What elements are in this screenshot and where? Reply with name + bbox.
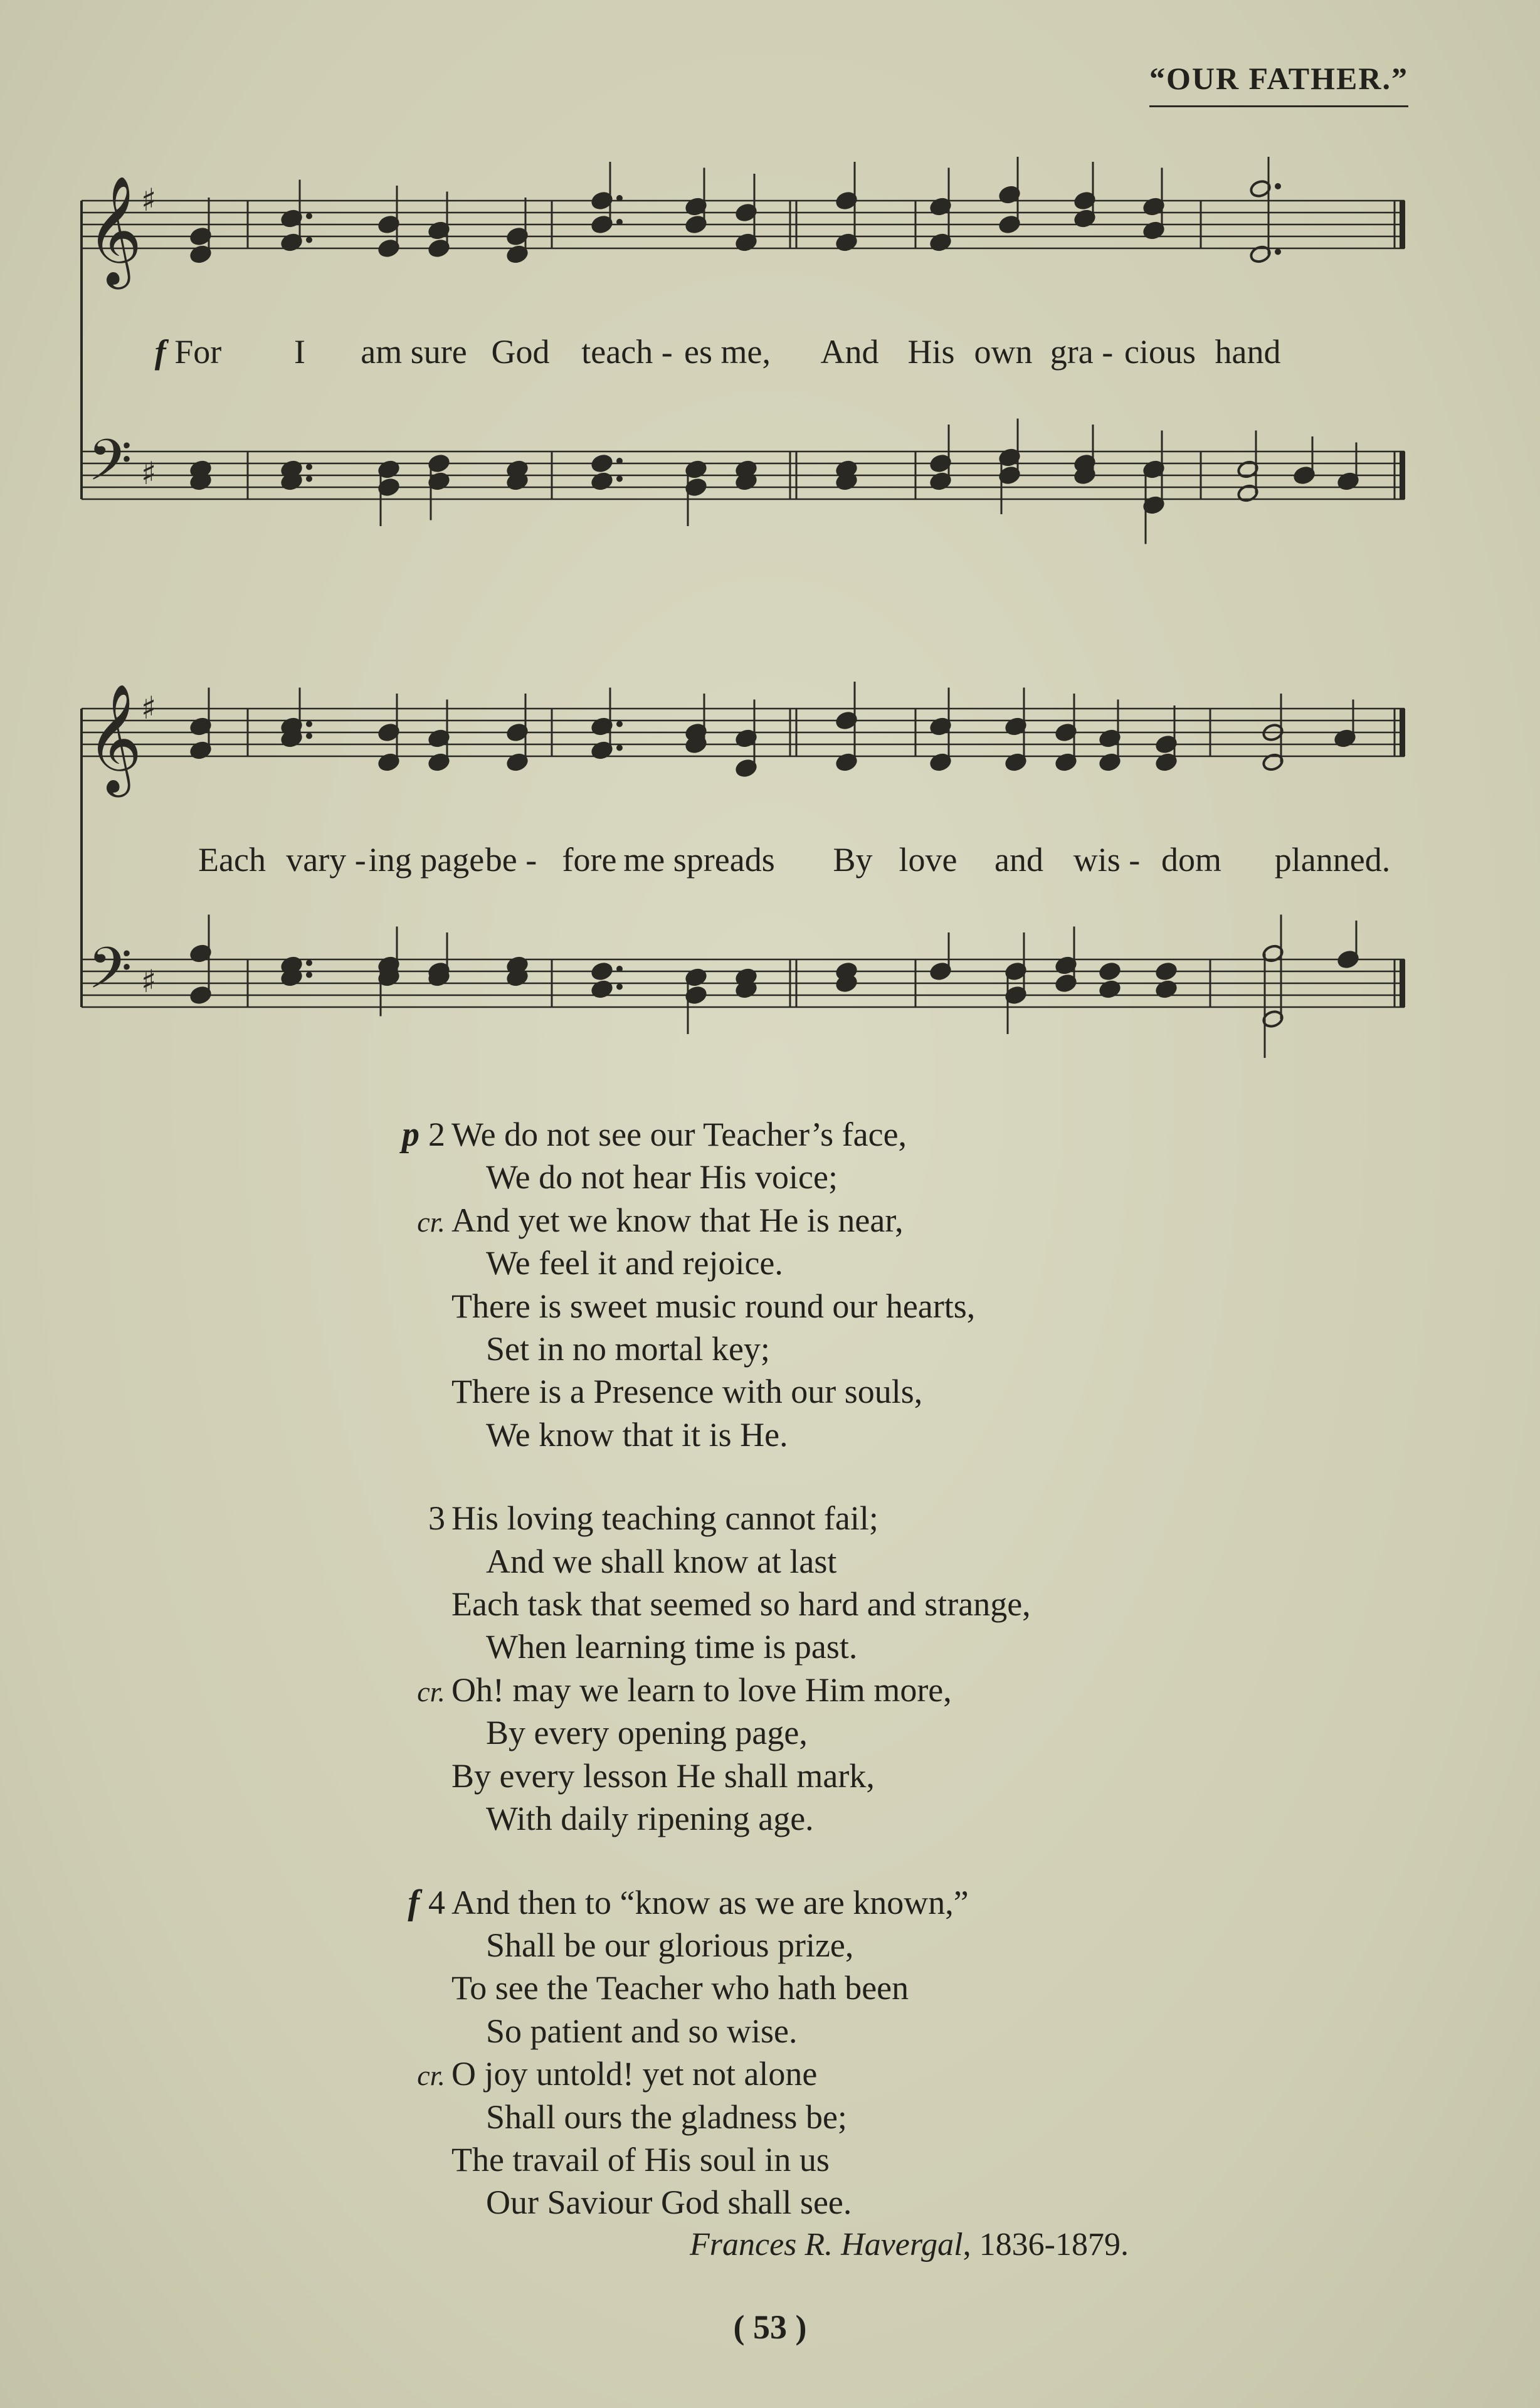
note-dot bbox=[616, 745, 623, 751]
bass-clef-icon: 𝄢 bbox=[88, 935, 132, 1015]
lyric-syllable bbox=[974, 332, 1033, 371]
lyric-syllable bbox=[1215, 332, 1281, 371]
music-notation-1 bbox=[0, 157, 1540, 633]
verse-mark bbox=[351, 1497, 445, 1539]
lyric-text: fore bbox=[562, 841, 617, 879]
verse-2 bbox=[351, 1113, 1292, 1456]
note-head bbox=[591, 962, 613, 981]
verse-line bbox=[351, 1755, 1292, 1797]
note-dot bbox=[616, 966, 623, 972]
note-head bbox=[1155, 962, 1178, 981]
verse-line-text: There is sweet music round our hearts, bbox=[451, 1287, 976, 1325]
verse-line-text: By every opening page, bbox=[486, 1714, 808, 1752]
verse-line-text: To see the Teacher who hath been bbox=[451, 1969, 909, 2007]
verse-line bbox=[351, 1413, 1292, 1456]
note-dot bbox=[1275, 249, 1281, 255]
verse-line bbox=[351, 1156, 1292, 1198]
note-dot bbox=[306, 464, 312, 470]
verse-line-text: When learning time is past. bbox=[486, 1628, 858, 1666]
lyric-text: be - bbox=[485, 841, 537, 879]
lyric-text: ing page bbox=[368, 841, 485, 879]
note-dot bbox=[616, 984, 623, 990]
verse-line bbox=[351, 1711, 1292, 1754]
verse-line-text: Oh! may we learn to love Him more, bbox=[451, 1671, 952, 1709]
lyric-syllable bbox=[492, 332, 550, 371]
final-barline bbox=[1400, 959, 1405, 1007]
lyric-syllable bbox=[485, 840, 537, 879]
verse-mark bbox=[351, 1669, 445, 1713]
note-dot bbox=[616, 195, 623, 201]
verse-line-text: O joy untold! yet not alone bbox=[451, 2055, 818, 2093]
lyric-syllable bbox=[1161, 840, 1221, 879]
verse-line bbox=[351, 1328, 1292, 1370]
verse-line bbox=[351, 1199, 1292, 1242]
lyric-text: Each bbox=[198, 841, 266, 879]
attribution bbox=[690, 2226, 1129, 2263]
lyric-text: For bbox=[174, 333, 222, 371]
verse-line bbox=[351, 1625, 1292, 1668]
lyric-syllable bbox=[198, 840, 266, 879]
lyric-text: am sure bbox=[361, 333, 467, 371]
verse-4 bbox=[351, 1881, 1292, 2224]
lyrics-line-2 bbox=[0, 840, 1540, 884]
verse-line-text: And then to “know as we are known,” bbox=[451, 1883, 969, 1921]
verse-line bbox=[351, 2096, 1292, 2138]
lyric-syllable bbox=[581, 332, 672, 371]
verse-line bbox=[351, 1370, 1292, 1413]
note-dot bbox=[306, 721, 312, 727]
lyric-syllable bbox=[833, 840, 872, 879]
lyric-text: wis - bbox=[1073, 841, 1141, 879]
note-dot bbox=[306, 237, 312, 243]
lyric-syllable bbox=[286, 840, 366, 879]
note-dot bbox=[306, 960, 312, 966]
verse-number: 4 bbox=[428, 1883, 445, 1921]
verse-line-text: Each task that seemed so hard and strange, bbox=[451, 1585, 1031, 1624]
verse-line-text: And we shall know at last bbox=[486, 1542, 837, 1580]
lyric-syllable bbox=[994, 840, 1043, 879]
verse-line bbox=[351, 1285, 1292, 1328]
verse-mark bbox=[351, 2052, 445, 2097]
treble-clef-icon: 𝄞 bbox=[87, 684, 142, 793]
bass-clef-icon: 𝄢 bbox=[88, 427, 132, 507]
lyric-syllable bbox=[623, 840, 774, 879]
page-number: ( 53 ) bbox=[733, 2308, 807, 2346]
running-header: “OUR FATHER.” bbox=[1149, 60, 1408, 107]
verse-line-text: Our Saviour God shall see. bbox=[486, 2184, 852, 2222]
verse-3 bbox=[351, 1497, 1292, 1840]
verse-line-text: The travail of His soul in us bbox=[451, 2140, 830, 2178]
verse-line-text: We know that it is He. bbox=[486, 1415, 788, 1454]
verse-line bbox=[351, 1540, 1292, 1583]
verse-line-text: So patient and so wise. bbox=[486, 2012, 798, 2050]
verse-line-text: By every lesson He shall mark, bbox=[451, 1756, 875, 1795]
verse-line bbox=[351, 2138, 1292, 2181]
lyric-syllable bbox=[899, 840, 957, 879]
verse-line bbox=[351, 1242, 1292, 1284]
verse-line-text: With daily ripening age. bbox=[486, 1800, 814, 1838]
verse-line bbox=[351, 1881, 1292, 1924]
music-system-2 bbox=[0, 665, 1540, 1141]
dynamic-marking: f bbox=[154, 333, 175, 371]
lyric-syllable bbox=[1050, 332, 1113, 371]
verse-line bbox=[351, 1967, 1292, 2009]
lyric-syllable bbox=[1275, 840, 1390, 879]
verse-mark bbox=[351, 1113, 445, 1156]
crescendo-marking: cr. bbox=[417, 1205, 445, 1238]
verse-line bbox=[351, 2181, 1292, 2224]
verse-mark bbox=[351, 1199, 445, 1244]
sharp-icon: ♯ bbox=[141, 182, 157, 218]
lyric-syllable bbox=[684, 332, 771, 371]
verse-mark bbox=[351, 1881, 445, 1924]
verse-line bbox=[351, 2010, 1292, 2052]
lyric-text: planned. bbox=[1274, 841, 1391, 879]
author-years: , 1836-1879. bbox=[962, 2227, 1129, 2263]
sharp-icon: ♯ bbox=[141, 690, 157, 726]
lyric-text: His bbox=[907, 333, 955, 371]
lyric-syllable bbox=[1124, 332, 1196, 371]
author-name: Frances R. Havergal bbox=[690, 2227, 963, 2263]
sharp-icon: ♯ bbox=[141, 455, 157, 492]
verse-line-text: His loving teaching cannot fail; bbox=[451, 1499, 878, 1538]
note-head bbox=[591, 454, 613, 473]
note-dot bbox=[616, 219, 623, 225]
note-head bbox=[591, 980, 613, 999]
note-head bbox=[1099, 962, 1121, 981]
lyric-syllable bbox=[155, 332, 222, 371]
note-head bbox=[1099, 980, 1121, 999]
lyric-syllable bbox=[821, 332, 879, 371]
lyrics-line-1 bbox=[0, 332, 1540, 376]
note-dot bbox=[616, 458, 623, 464]
verse-line-text: There is a Presence with our souls, bbox=[451, 1373, 923, 1411]
note-dot bbox=[306, 972, 312, 978]
verse-line-text: We do not see our Teacher’s face, bbox=[451, 1116, 907, 1153]
music-system-1 bbox=[0, 157, 1540, 633]
note-dot bbox=[616, 476, 623, 482]
verse-line bbox=[351, 2052, 1292, 2095]
lyric-syllable bbox=[1073, 840, 1141, 879]
note-dot bbox=[306, 476, 312, 482]
note-dot bbox=[306, 733, 312, 739]
music-notation-2 bbox=[0, 665, 1540, 1141]
lyric-text: and bbox=[994, 841, 1043, 879]
lyric-text: By bbox=[833, 841, 873, 879]
note-dot bbox=[1275, 183, 1281, 189]
verse-line-text: And yet we know that He is near, bbox=[451, 1201, 904, 1239]
verse-line-text: Shall ours the gladness be; bbox=[486, 2098, 847, 2136]
crescendo-marking: cr. bbox=[417, 1675, 445, 1708]
lyric-text: es me, bbox=[684, 333, 771, 371]
verse-line-text: We do not hear His voice; bbox=[486, 1158, 838, 1196]
verse-line-text: We feel it and rejoice. bbox=[486, 1244, 783, 1282]
verse-number: 2 bbox=[428, 1116, 445, 1153]
note-dot bbox=[616, 721, 623, 727]
lyric-text: I bbox=[294, 333, 305, 371]
dynamic-marking: p bbox=[402, 1115, 428, 1154]
lyric-text: me spreads bbox=[623, 841, 775, 879]
crescendo-marking: cr. bbox=[417, 2059, 445, 2092]
final-barline bbox=[1400, 201, 1405, 248]
note-head bbox=[1155, 980, 1178, 999]
verse-line bbox=[351, 1924, 1292, 1967]
verse-line bbox=[351, 1113, 1292, 1156]
hymn-verses bbox=[351, 1113, 1292, 2265]
verse-line bbox=[351, 1669, 1292, 1711]
lyric-text: gra - bbox=[1050, 333, 1114, 371]
lyric-text: And bbox=[820, 333, 879, 371]
lyric-syllable bbox=[294, 332, 305, 371]
treble-clef-icon: 𝄞 bbox=[87, 176, 142, 285]
verse-line bbox=[351, 1797, 1292, 1840]
lyric-syllable bbox=[369, 840, 484, 879]
final-barline bbox=[1400, 452, 1405, 499]
lyric-text: teach - bbox=[581, 333, 673, 371]
verse-line bbox=[351, 1497, 1292, 1539]
lyric-text: hand bbox=[1215, 333, 1281, 371]
note-dot bbox=[306, 213, 312, 219]
verse-line-text: Set in no mortal key; bbox=[486, 1330, 770, 1368]
lyric-text: own bbox=[974, 333, 1033, 371]
lyric-text: dom bbox=[1161, 841, 1222, 879]
lyric-text: love bbox=[899, 841, 957, 879]
note-head bbox=[591, 472, 613, 491]
verse-line-text: Shall be our glorious prize, bbox=[486, 1926, 854, 1964]
lyric-text: cious bbox=[1124, 333, 1196, 371]
verse-number: 3 bbox=[428, 1499, 445, 1538]
lyric-syllable bbox=[562, 840, 617, 879]
sharp-icon: ♯ bbox=[141, 963, 157, 1000]
lyric-text: vary - bbox=[286, 841, 366, 879]
verse-line bbox=[351, 1583, 1292, 1625]
final-barline bbox=[1400, 709, 1405, 756]
dynamic-marking: f bbox=[408, 1883, 428, 1922]
lyric-syllable bbox=[907, 332, 954, 371]
lyric-syllable bbox=[361, 332, 467, 371]
lyric-text: God bbox=[491, 333, 550, 371]
